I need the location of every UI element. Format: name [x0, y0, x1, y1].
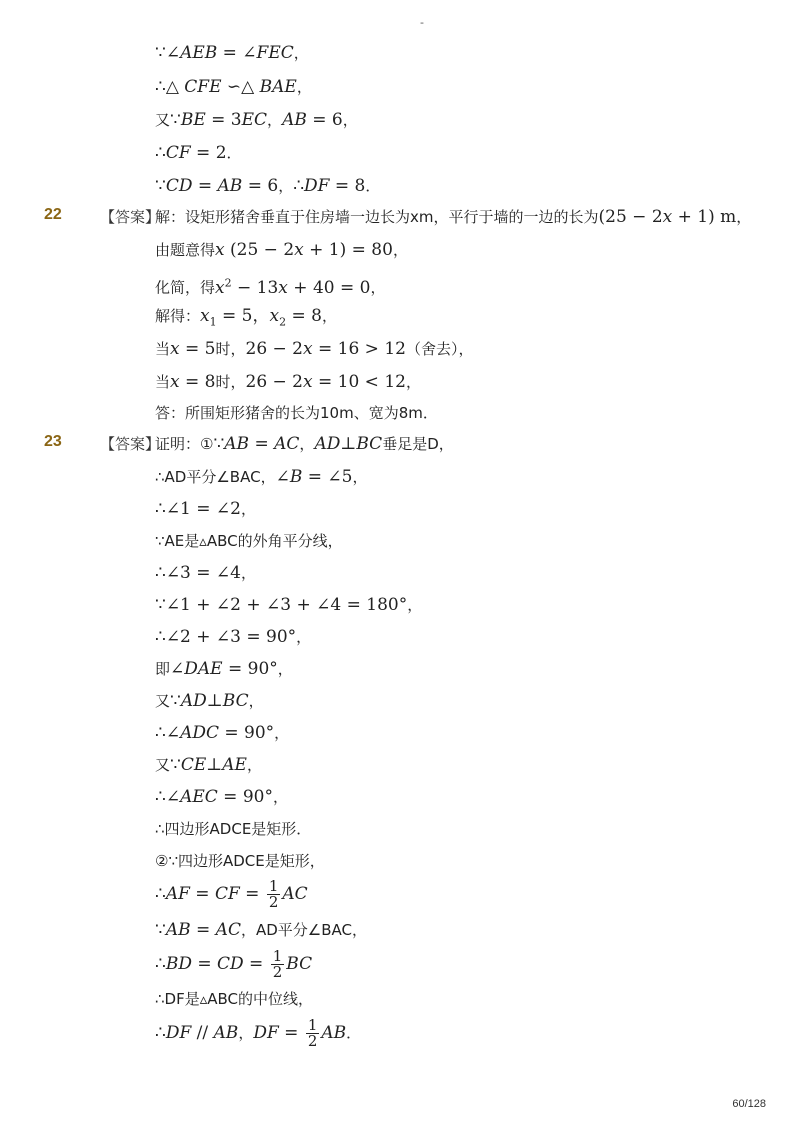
answer-tag-23: 【答案】	[100, 435, 161, 453]
line-be-ec: 又∵BE = 3EC，AB = 6，	[155, 110, 358, 130]
q23-angle-3-4: ∴∠3 = ∠4，	[155, 563, 257, 583]
q23-df-parallel: ∴DF // AB，DF = $\frac{1}{2}$ AB．	[155, 1016, 362, 1050]
fraction-half: $\frac{1}{2}$	[272, 947, 283, 981]
q22-simplify: 化简，得$x^2 - 13x + 40 = 0$，	[155, 276, 386, 298]
q23-angle-aec: ∴∠AEC = 90°，	[155, 787, 288, 807]
line-similar-triangles: ∴△ CFE ∽△ BAE，	[155, 77, 312, 97]
fraction-half: $\frac{1}{2}$	[307, 1016, 318, 1050]
q22-roots: 解得：$x_1 = 5$，$x_2 = 8$，	[155, 306, 337, 329]
q23-angle-sum: ∵∠1 + ∠2 + ∠3 + ∠4 = 180°，	[155, 595, 423, 615]
q23-angle-adc: ∴∠ADC = 90°，	[155, 723, 290, 743]
question-number-22: 22	[44, 206, 62, 223]
q22-final-answer: 答：所围矩形猪舍的长为10m、宽为8m．	[155, 404, 438, 422]
q23-af-cf: ∴AF = CF = $\frac{1}{2}$ AC	[155, 877, 308, 911]
top-mark: -	[420, 16, 424, 29]
q23-ad-perp-bc: 又∵AD⊥BC，	[155, 691, 264, 711]
q23-angle-dae: 即∠DAE = 90°，	[155, 659, 293, 679]
fraction-half: $\frac{1}{2}$	[268, 877, 279, 911]
line-df: ∵CD = AB = 6，∴DF = 8．	[155, 176, 381, 196]
line-cf: ∴CF = 2．	[155, 143, 242, 163]
q22-check-5: 当x = 5时，26 − 2x = 16 > 12（舍去），	[155, 339, 474, 359]
q23-proof-start: 证明：①∵AB = AC，AD⊥BC垂足是D，	[155, 434, 454, 454]
q23-ad-bisect: ∴AD平分∠BAC，∠B = ∠5，	[155, 467, 368, 487]
q23-part2-start: ②∵四边形ADCE是矩形，	[155, 852, 325, 870]
q23-ae-bisector: ∵AE是▵ABC的外角平分线，	[155, 532, 343, 550]
q23-rectangle-conclusion: ∴四边形ADCE是矩形．	[155, 820, 312, 838]
q23-df-midline: ∴DF是▵ABC的中位线，	[155, 990, 314, 1008]
q22-check-8: 当x = 8时，26 − 2x = 10 < 12，	[155, 372, 421, 392]
q22-equation: 由题意得x (25 − 2x + 1) = 80，	[155, 240, 408, 260]
line-angle-aeb-fec: ∵∠AEB = ∠FEC，	[155, 43, 309, 63]
q23-angle-2-3: ∴∠2 + ∠3 = 90°，	[155, 627, 312, 647]
q23-bd-cd: ∴BD = CD = $\frac{1}{2}$ BC	[155, 947, 313, 981]
q23-angle-1-2: ∴∠1 = ∠2，	[155, 499, 257, 519]
q22-setup: 解：设矩形猪舍垂直于住房墙一边长为xm，平行于墙的一边的长为(25 − 2x + 1) m，	[155, 207, 752, 227]
q23-ab-ac: ∵AB = AC，AD平分∠BAC，	[155, 920, 368, 940]
page-number: 60/128	[732, 1098, 766, 1110]
question-number-23: 23	[44, 433, 62, 450]
q23-ce-perp-ae: 又∵CE⊥AE，	[155, 755, 262, 775]
answer-tag-22: 【答案】	[100, 208, 161, 226]
